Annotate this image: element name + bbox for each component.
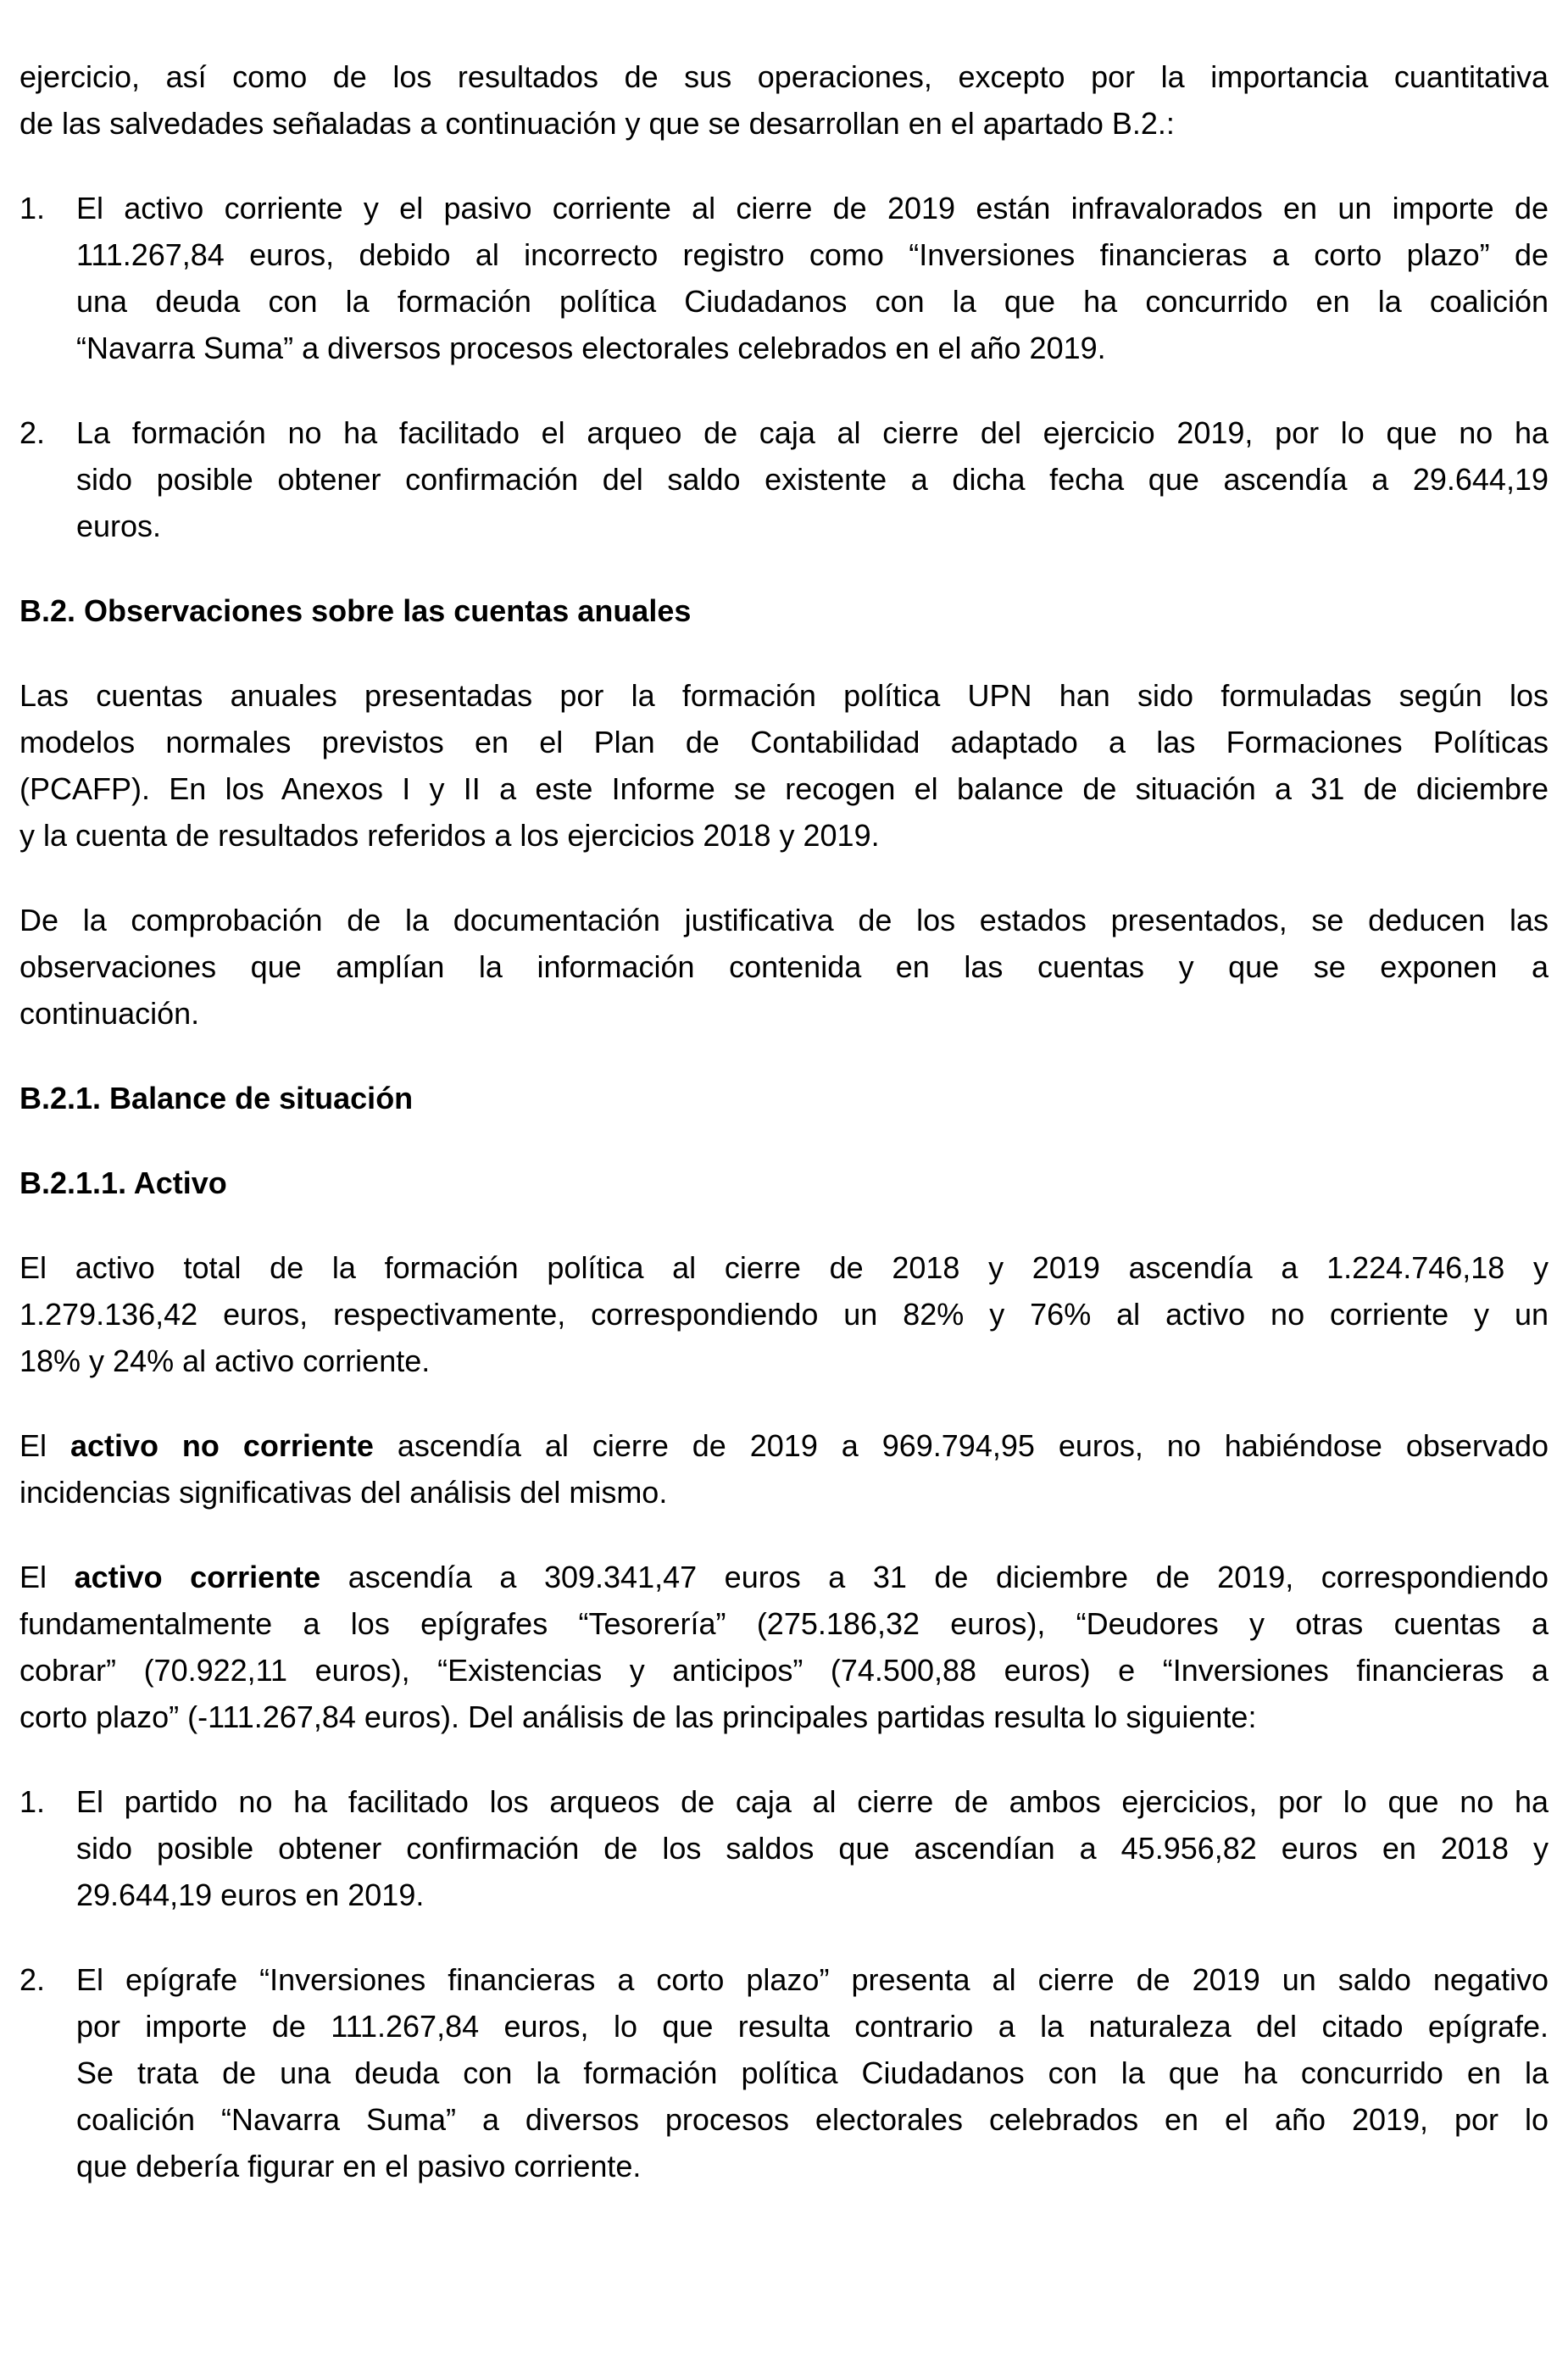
text-line: una deuda con la formación política Ciudadanos con la que ha concurrido en la coalición — [76, 284, 1549, 319]
text-line: de las salvedades señaladas a continuación y que se desarrollan en el apartado B.2.: — [19, 106, 1175, 141]
paragraph — [19, 1554, 1549, 1740]
list-item — [19, 1956, 1549, 2189]
text-line: 1.279.136,42 euros, respectivamente, correspondiendo un 82% y 76% al activo no corriente y un — [19, 1297, 1549, 1332]
text-line: y la cuenta de resultados referidos a los ejercicios 2018 y 2019. — [19, 818, 880, 853]
list-item — [19, 185, 1549, 371]
list-item — [19, 409, 1549, 549]
text-line: que debería figurar en el pasivo corriente. — [76, 2149, 642, 2183]
text-line: continuación. — [19, 996, 200, 1031]
text-line: El activo corriente y el pasivo corriente al cierre de 2019 están infravalorados en un importe de — [76, 191, 1549, 225]
text-line: observaciones que amplían la información contenida en las cuentas y que se exponen a — [19, 949, 1549, 984]
text-run: ascendía al cierre de 2019 a 969.794,95 euros, no habiéndose observado — [373, 1428, 1549, 1463]
text-line: La formación no ha facilitado el arqueo de caja al cierre del ejercicio 2019, por lo que no ha — [76, 415, 1549, 450]
section-heading — [19, 1160, 1549, 1206]
text-line: B.2.1.1. Activo — [19, 1165, 227, 1200]
text-run: El — [19, 1428, 70, 1463]
section-heading — [19, 587, 1549, 634]
text-line: fundamentalmente a los epígrafes “Tesorería” (275.186,32 euros), “Deudores y otras cuentas a — [19, 1606, 1549, 1641]
text-line: Se trata de una deuda con la formación política Ciudadanos con la que ha concurrido en la — [76, 2055, 1549, 2090]
text-run: El — [19, 1560, 75, 1594]
text-line: euros. — [76, 509, 162, 543]
text-line: 111.267,84 euros, debido al incorrecto registro como “Inversiones financieras a corto plazo” de — [76, 237, 1549, 272]
text-line: Las cuentas anuales presentadas por la formación política UPN han sido formuladas según los — [19, 678, 1549, 713]
text-line: incidencias significativas del análisis del mismo. — [19, 1475, 668, 1510]
text-run: ascendía a 309.341,47 euros a 31 de diciembre de 2019, correspondiendo — [320, 1560, 1549, 1594]
text-line: corto plazo” (-111.267,84 euros). Del análisis de las principales partidas resulta lo siguiente: — [19, 1699, 1257, 1734]
paragraph — [19, 1244, 1549, 1384]
text-line: sido posible obtener confirmación del saldo existente a dicha fecha que ascendía a 29.644,19 — [76, 462, 1549, 497]
text-line — [19, 1422, 1549, 1469]
text-line: (PCAFP). En los Anexos I y II a este Informe se recogen el balance de situación a 31 de diciembre — [19, 771, 1549, 806]
paragraph — [19, 897, 1549, 1037]
paragraph — [19, 672, 1549, 859]
list-number: 1. — [19, 1784, 46, 1819]
text-line: El partido no ha facilitado los arqueos de caja al cierre de ambos ejercicios, por lo que no ha — [76, 1784, 1549, 1819]
text-line: por importe de 111.267,84 euros, lo que resulta contrario a la naturaleza del citado epígrafe. — [76, 2009, 1549, 2044]
paragraph — [19, 53, 1549, 147]
text-line: B.2.1. Balance de situación — [19, 1081, 414, 1115]
text-line: De la comprobación de la documentación justificativa de los estados presentados, se deducen las — [19, 903, 1549, 937]
list-number: 1. — [19, 191, 46, 225]
text-line: 29.644,19 euros en 2019. — [76, 1877, 425, 1912]
text-line: El epígrafe “Inversiones financieras a corto plazo” presenta al cierre de 2019 un saldo negativo — [76, 1962, 1549, 1997]
bold-term: activo no corriente — [70, 1428, 374, 1463]
document-page — [19, 53, 1549, 2228]
text-line: modelos normales previstos en el Plan de Contabilidad adaptado a las Formaciones Políticas — [19, 725, 1549, 759]
text-line: 18% y 24% al activo corriente. — [19, 1343, 431, 1378]
list-number: 2. — [19, 415, 46, 450]
text-line: “Navarra Suma” a diversos procesos electorales celebrados en el año 2019. — [76, 331, 1106, 365]
paragraph — [19, 1422, 1549, 1516]
bold-term: activo corriente — [74, 1560, 321, 1594]
section-heading — [19, 1075, 1549, 1121]
list-number: 2. — [19, 1962, 46, 1997]
text-line: B.2. Observaciones sobre las cuentas anuales — [19, 593, 692, 628]
text-line: sido posible obtener confirmación de los saldos que ascendían a 45.956,82 euros en 2018 y — [76, 1831, 1549, 1866]
text-line: cobrar” (70.922,11 euros), “Existencias y anticipos” (74.500,88 euros) e “Inversiones financieras a — [19, 1653, 1549, 1688]
text-line: El activo total de la formación política al cierre de 2018 y 2019 ascendía a 1.224.746,18 y — [19, 1250, 1549, 1285]
list-item — [19, 1778, 1549, 1918]
text-line: coalición “Navarra Suma” a diversos procesos electorales celebrados en el año 2019, por lo — [76, 2102, 1549, 2137]
text-line: ejercicio, así como de los resultados de sus operaciones, excepto por la importancia cuantitativa — [19, 59, 1549, 94]
text-line — [19, 1554, 1549, 1600]
